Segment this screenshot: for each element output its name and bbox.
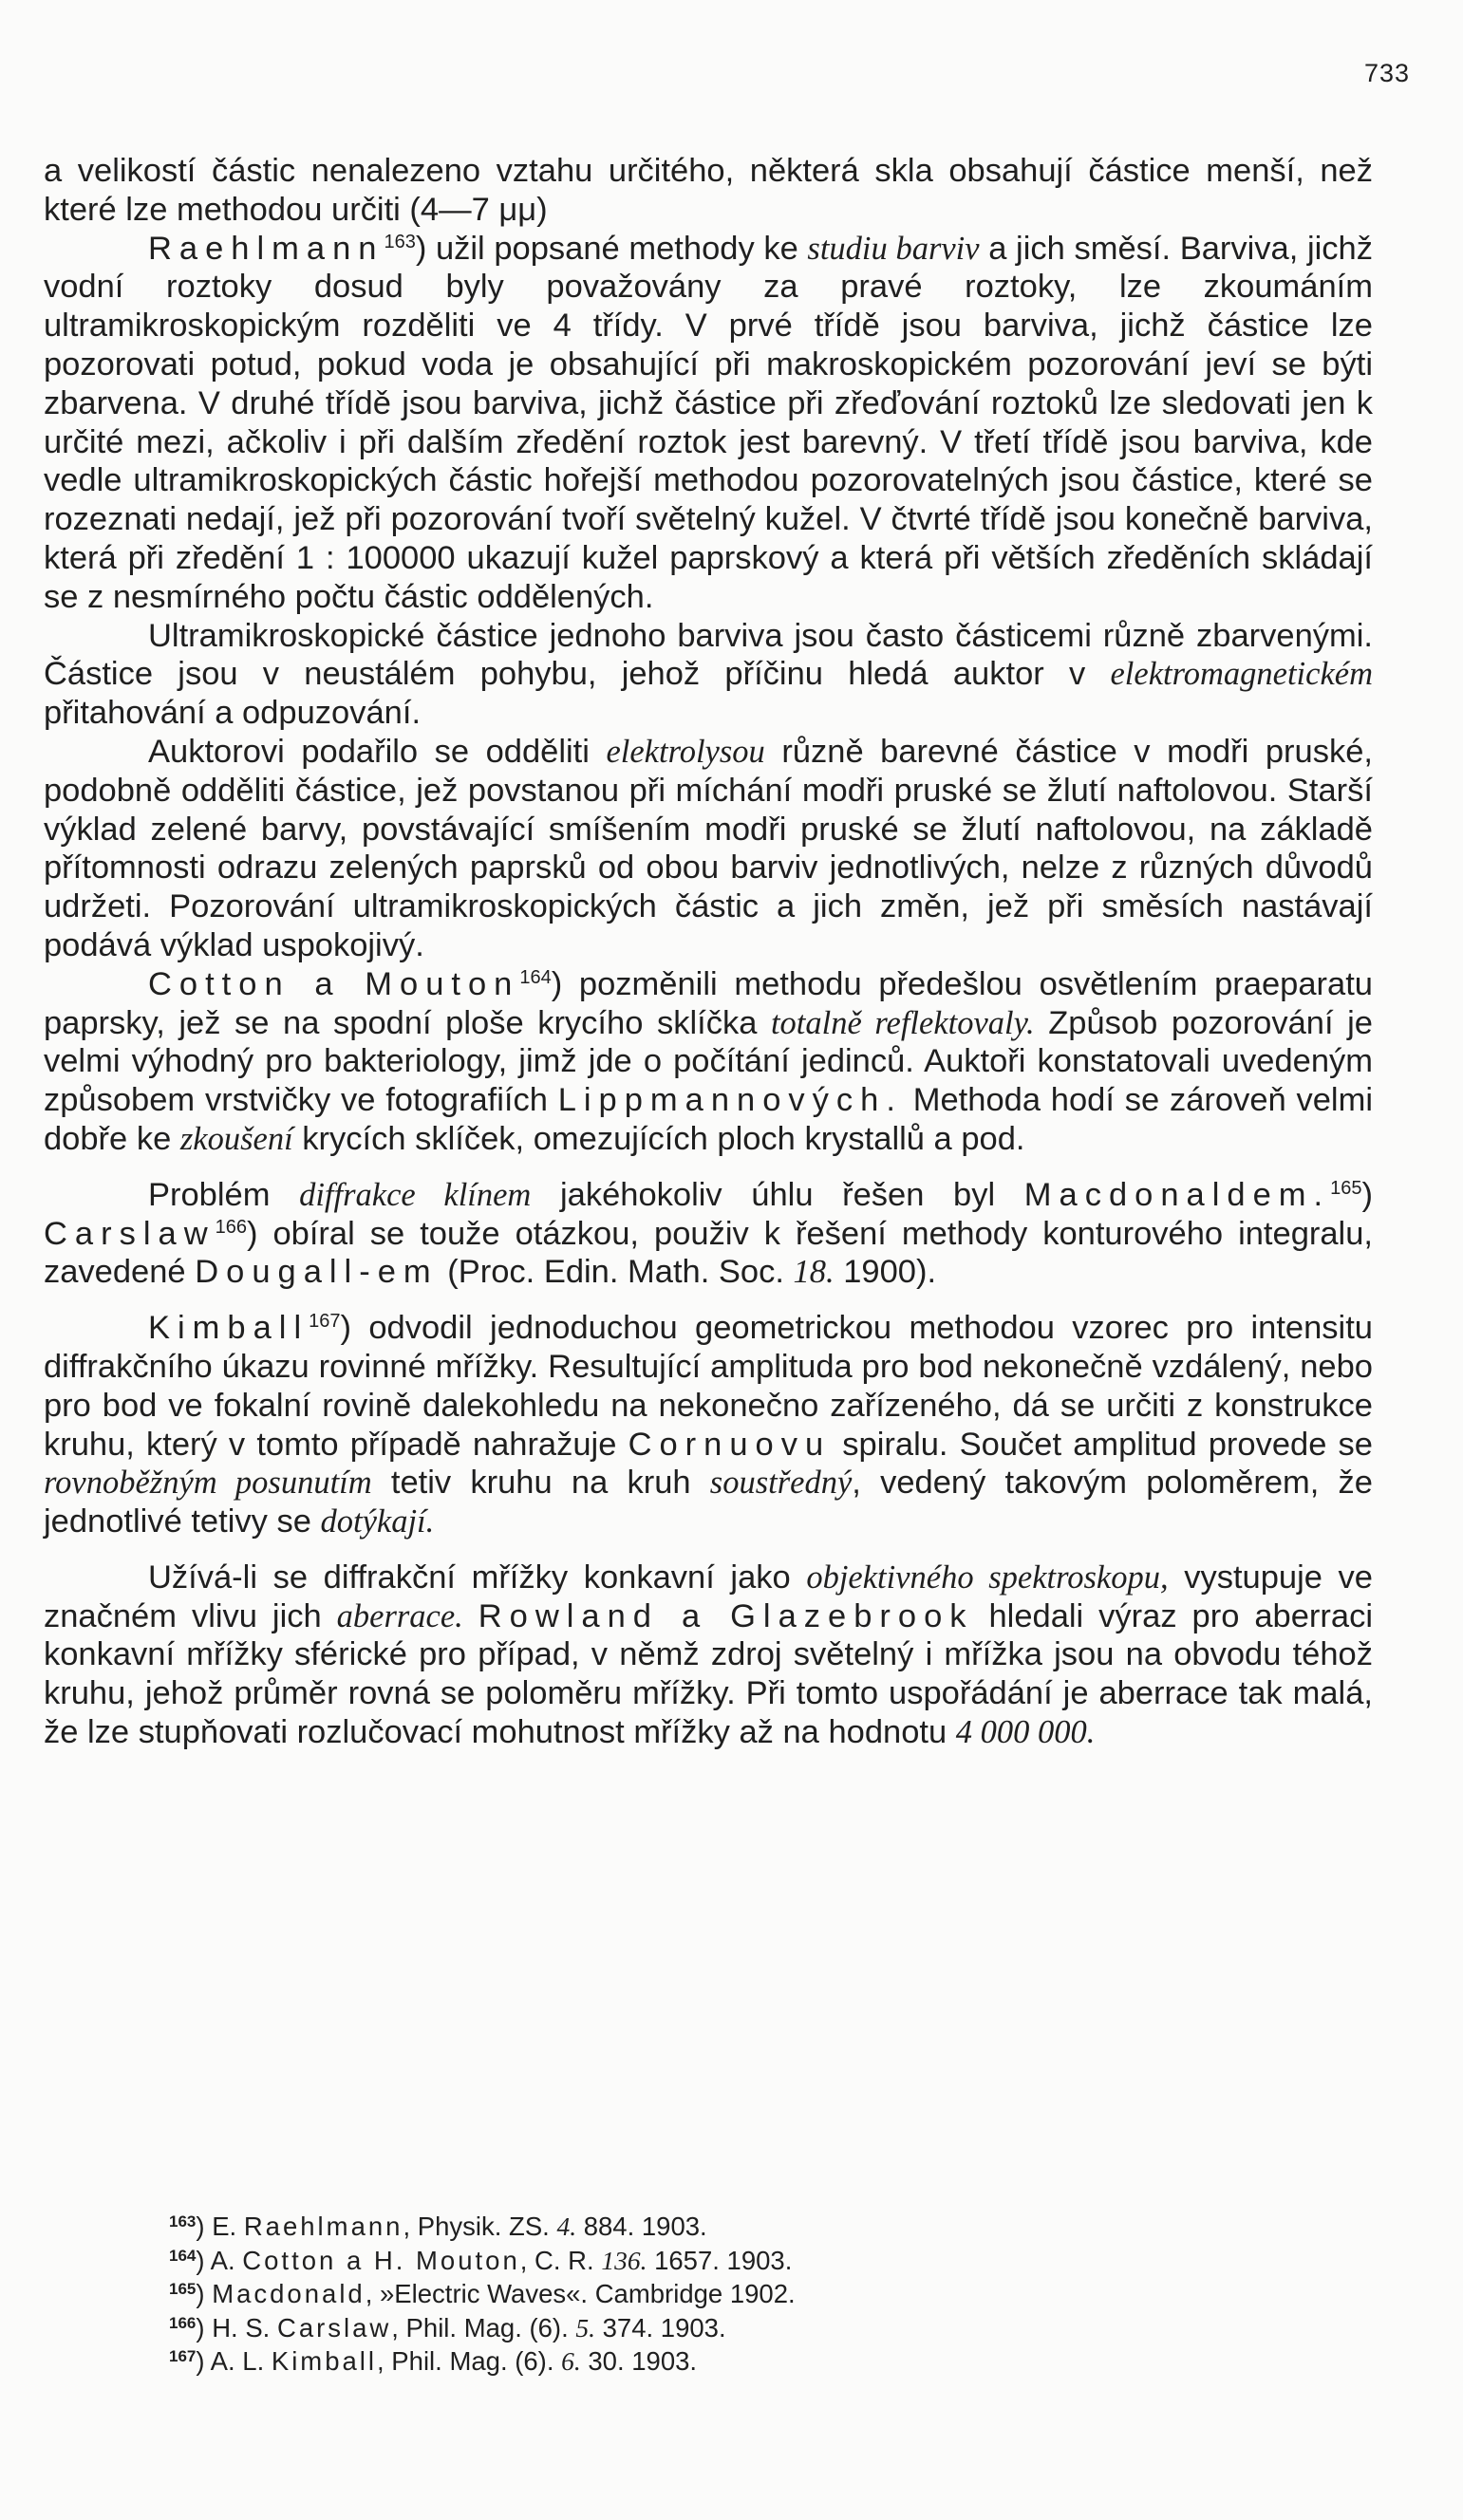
footnote-163 <box>169 2208 1118 2242</box>
emphasis-text: aberrace. <box>336 1597 463 1634</box>
emphasis-text: studiu barviv <box>807 230 980 267</box>
paragraph-2 <box>44 230 1373 617</box>
footnote-ref[interactable]: 165 <box>1330 1177 1362 1199</box>
page-number: 733 <box>1363 59 1410 87</box>
paragraph-text: tetiv kruhu na kruh <box>371 1465 710 1502</box>
footnote-text: ) <box>196 2346 211 2377</box>
emphasis-text: totalně reflektovaly. <box>770 1004 1035 1041</box>
author-name: Kimball <box>148 1310 309 1347</box>
emphasis-text: diffrakce klínem <box>299 1176 532 1213</box>
body-text <box>44 152 1373 1752</box>
author-name: Lippmannových. <box>557 1082 903 1119</box>
footnote-166 <box>169 2309 1118 2343</box>
volume-number: 6. <box>561 2346 581 2377</box>
paragraph-text: spiralu. Součet amplitud provede se <box>831 1426 1373 1463</box>
emphasis-text: soustředný <box>709 1465 853 1502</box>
footnote-text: 1657. 1903. <box>647 2245 793 2275</box>
footnote-ref[interactable]: 166 <box>215 1216 247 1238</box>
footnote-number: 167 <box>169 2347 197 2366</box>
paragraph-7 <box>44 1309 1373 1541</box>
paragraph-text: ) <box>1361 1176 1373 1213</box>
footnote-text: A. L. <box>210 2346 272 2377</box>
paragraph-1 <box>44 152 1373 230</box>
paragraph-text: hledali výraz pro aberraci konkavní mřížky sférické pro případ, v němž zdroj světelný i mřížka jsou na obvodu téhož kruhu, jehož průměr rovná se poloměru mřížky. Při tomto uspořádání je aberrace tak malá, že lze stupňovati rozlučovací mohutnost mřížky až na hodnotu <box>44 1597 1373 1751</box>
footnote-text: , Physik. ZS. <box>403 2212 557 2241</box>
footnote-text: , Phil. Mag. (6). <box>391 2312 576 2343</box>
footnote-author: Cotton a H. Mouton <box>242 2245 520 2275</box>
paragraph-text: různě barevné částice v modři pruské, podobně odděliti částice, jež povstanou při míchání modři pruské se žlutí naftolovou. Starší výklad zelené barvy, povstávající smíšením modři pruské se žlutí naftolovou, na základě přítomnosti odrazu zelených paprsků od obou barviv jednotlivých, nelze z různých důvodů udržeti. Pozorování ultramikroskopických částic a jich změn, jež při směsích nastávají podává výklad uspokojivý. <box>44 733 1373 963</box>
emphasis-text: rovnoběžným posunutím <box>44 1465 372 1502</box>
paragraph-text: jakéhokoliv úhlu řešen byl <box>531 1176 1024 1213</box>
footnote-number: 166 <box>169 2313 197 2332</box>
paragraph-text: a velikostí částic nenalezeno vztahu určitého, některá skla obsahují částice menší, než které lze methodou určiti (4—7 μμ) <box>44 153 1373 228</box>
footnote-number: 164 <box>169 2246 197 2265</box>
footnote-text: A. <box>210 2245 243 2275</box>
paragraph-text: Způsob pozorování je velmi výhodný pro bakteriology, jimž jde o počítání jedinců. Auktoři konstatovali uvedeným způsobem vrstvičky ve fotografiích <box>44 1004 1373 1119</box>
paragraph-text: Užívá-li se diffrakční mřížky konkavní jako <box>148 1559 807 1596</box>
footnote-text: ) <box>196 2312 213 2343</box>
footnote-ref[interactable]: 163 <box>384 231 416 252</box>
footnote-author: Kimball <box>271 2346 378 2377</box>
footnote-ref[interactable]: 164 <box>519 966 552 988</box>
volume-number: 136. <box>601 2245 647 2275</box>
author-name: Cornuovu <box>628 1426 832 1463</box>
footnote-author: Carslaw <box>276 2312 392 2343</box>
emphasis-text: zkoušení <box>179 1120 293 1157</box>
author-name: Rowland a Glazebrook <box>478 1597 974 1634</box>
paragraph-text: (Proc. Edin. Math. Soc. <box>438 1254 794 1291</box>
paragraph-text: 1900). <box>834 1254 937 1291</box>
footnote-text: 30. 1903. <box>580 2346 698 2377</box>
footnote-text: 884. 1903. <box>576 2212 707 2241</box>
footnote-author: Raehlmann <box>243 2212 403 2241</box>
volume-number: 5. <box>575 2312 595 2343</box>
paragraph-6 <box>44 1176 1373 1292</box>
footnote-text: H. S. <box>212 2312 277 2343</box>
emphasis-text: elektrolysou <box>606 733 765 770</box>
author-name: Dougall-em <box>195 1254 439 1291</box>
footnote-167 <box>169 2343 1118 2377</box>
author-name: Carslaw <box>44 1215 216 1252</box>
footnote-text: , Phil. Mag. (6). <box>377 2346 562 2377</box>
paragraph-text: Ultramikroskopické částice jednoho barviva jsou často částicemi různě zbarvenými. Částice jsou v neustálém pohybu, jehož příčinu hledá auktor v <box>44 617 1373 693</box>
paragraph-text: vystupuje ve značném vlivu jich <box>44 1559 1373 1634</box>
paragraph-8 <box>44 1559 1373 1752</box>
paragraph-text: ) užil popsané methody ke <box>415 230 808 267</box>
footnote-ref[interactable]: 167 <box>309 1311 341 1333</box>
paragraph-text: Methoda hodí se zároveň velmi dobře ke <box>44 1082 1374 1157</box>
footnote-text: ) <box>196 2212 213 2241</box>
footnote-text: ) <box>196 2245 211 2275</box>
footnote-number: 163 <box>169 2212 197 2231</box>
footnote-author: Macdonald <box>212 2279 366 2309</box>
paragraph-text: přitahování a odpuzování. <box>44 695 422 732</box>
paragraph-text: krycích sklíček, omezujících ploch krystallů a pod. <box>292 1120 1025 1157</box>
author-name: Cotton a Mouton <box>148 965 520 1002</box>
footnote-text: , C. R. <box>519 2245 602 2275</box>
footnote-text: 374. 1903. <box>595 2312 726 2343</box>
emphasis-text: dotýkají. <box>320 1503 435 1540</box>
emphasis-text: elektromagnetickém <box>1110 656 1373 693</box>
paragraph-text: Auktorovi podařilo se odděliti <box>148 733 607 770</box>
volume-number: 4. <box>556 2212 577 2241</box>
paragraph-text: , vedený takovým poloměrem, že jednotlivé tetivy se <box>44 1465 1373 1540</box>
footnote-number: 165 <box>169 2280 197 2299</box>
paragraph-text <box>463 1598 478 1634</box>
footnote-text: ) <box>196 2279 213 2309</box>
footnote-164 <box>169 2242 1118 2276</box>
footnotes <box>169 2208 1118 2377</box>
paragraph-text: ) obíral se touže otázkou, použiv k řešení methody konturového integralu, zavedené <box>44 1215 1373 1291</box>
footnote-text: E. <box>212 2212 244 2241</box>
footnote-text: , »Electric Waves«. Cambridge 1902. <box>365 2279 796 2309</box>
paragraph-5 <box>44 965 1373 1159</box>
paragraph-text: ) pozměnili methodu předešlou osvětlením praeparatu paprsky, jež se na spodní ploše krycího sklíčka <box>44 965 1373 1041</box>
author-name: Macdonaldem. <box>1023 1176 1331 1213</box>
paragraph-4 <box>44 733 1373 965</box>
paragraph-text: Problém <box>148 1176 300 1213</box>
value-text: 4 000 000. <box>955 1714 1096 1751</box>
volume-number: 18. <box>793 1254 835 1291</box>
footnote-165 <box>169 2275 1118 2309</box>
emphasis-text: objektivného spektroskopu, <box>806 1559 1169 1596</box>
paragraph-text: ) odvodil jednoduchou geometrickou methodou vzorec pro intensitu diffrakčního úkazu rovinné mřížky. Resultující amplituda pro bod nekonečně vzdálený, nebo pro bod ve fokalní rovině dalekohledu na nekonečno zařízeného, dá se určiti z konstrukce kruhu, který v tomto případě nahražuje <box>44 1310 1373 1463</box>
author-name: Raehlmann <box>148 230 385 267</box>
paragraph-text: a jich směsí. Barviva, jichž vodní roztoky dosud byly považovány za pravé roztoky, lze zkoumáním ultramikroskopickým rozděliti ve 4 třídy. V prvé třídě jsou barviva, jichž částice lze pozorovati potud, pokud voda je obsahující při makroskopickém pozorování jeví se býti zbarvena. V druhé třídě jsou barviva, jichž částice při zřeďování roztoků lze sledovati jen k určité mezi, ačkoliv i při dalším zředění roztok jest barevný. V třetí třídě jsou barviva, kde vedle ultramikroskopických částic hořejší methodou pozorovatelných jsou částice, které se rozeznati nedají, jež při pozorování tvoří světelný kužel. V čtvrté třídě jsou konečně barviva, která při zředění 1 : 100000 ukazují kužel paprskový a která při větších zředěních skládají se z nesmírného počtu částic oddělených. <box>44 230 1373 615</box>
paragraph-3 <box>44 617 1373 733</box>
